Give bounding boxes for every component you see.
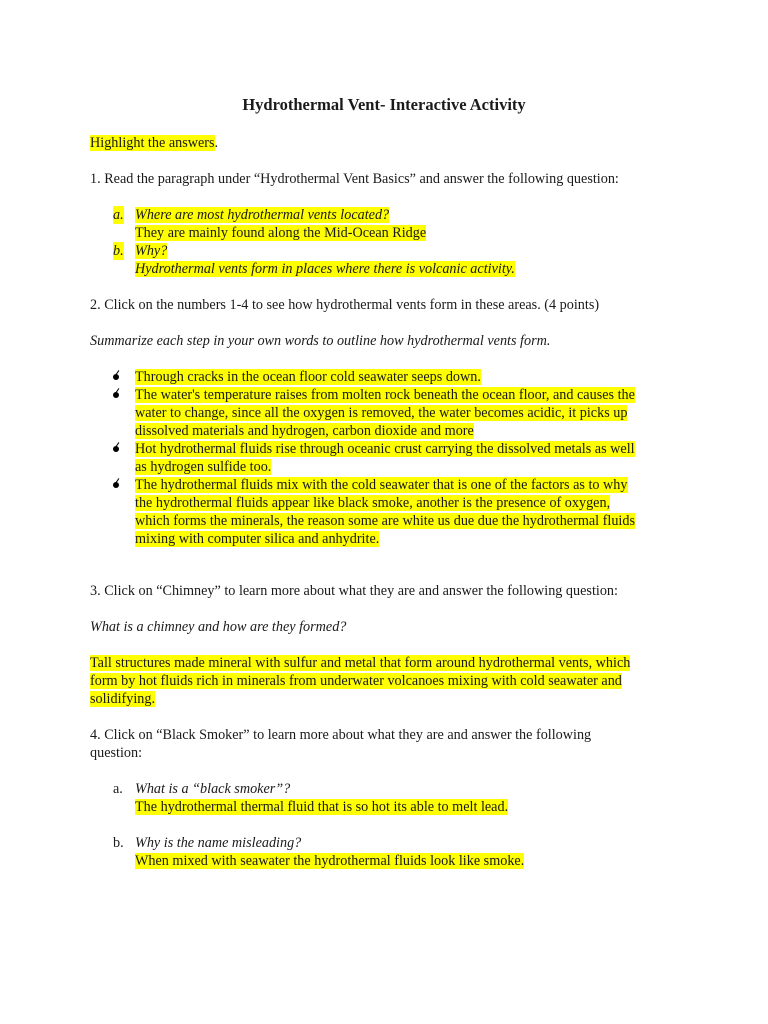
q4a-question: What is a “black smoker”? bbox=[135, 781, 291, 797]
q3-answer-line-3: solidifying. bbox=[90, 691, 156, 707]
q3-question: What is a chimney and how are they formed? bbox=[90, 619, 347, 635]
q2-bullet-4-line-1: The hydrothermal fluids mix with the cold seawater that is one of the factors as to why bbox=[135, 477, 628, 493]
q2-bullet-2-line-1: The water's temperature raises from molten rock beneath the ocean floor, and causes the bbox=[135, 387, 635, 403]
q2-bullet-3-line-2: as hydrogen sulfide too. bbox=[135, 459, 272, 475]
q2-bullet-3-line-1: Hot hydrothermal fluids rise through oceanic crust carrying the dissolved metals as well bbox=[135, 441, 635, 457]
instruction-line bbox=[90, 134, 218, 152]
q2-prompt: 2. Click on the numbers 1-4 to see how hydrothermal vents form in these areas. (4 points) bbox=[90, 297, 600, 313]
q1b-question: Why? bbox=[135, 243, 168, 259]
q2-bullet-2-line-2: water to change, since all the oxygen is removed, the water becomes acidic, it picks up bbox=[135, 405, 628, 421]
document-title: Hydrothermal Vent- Interactive Activity bbox=[242, 95, 526, 114]
q1b-marker: b. bbox=[113, 243, 124, 259]
q2-bullet-2-line-3: dissolved materials and hydrogen, carbon dioxide and more bbox=[135, 423, 474, 439]
instruction-text: Highlight the answers bbox=[90, 135, 215, 151]
q2-bullet-1-line-1: Through cracks in the ocean floor cold seawater seeps down. bbox=[135, 369, 481, 385]
q4a-marker: a. bbox=[113, 781, 123, 797]
q2-bullet-4-line-2: the hydrothermal fluids appear like black smoke, another is the presence of oxygen, bbox=[135, 495, 611, 511]
q1a-marker: a. bbox=[113, 207, 124, 223]
q1a-answer: They are mainly found along the Mid-Ocean Ridge bbox=[135, 225, 427, 241]
q2-bullet-4-line-4: mixing with computer silica and anhydrite. bbox=[135, 531, 380, 547]
bullet-icon bbox=[112, 476, 122, 494]
bullet-icon bbox=[112, 386, 122, 404]
bullet-icon bbox=[112, 368, 122, 386]
q2-instruction: Summarize each step in your own words to outline how hydrothermal vents form. bbox=[90, 333, 551, 349]
q4b-marker: b. bbox=[113, 835, 124, 851]
q1-prompt: 1. Read the paragraph under “Hydrothermal Vent Basics” and answer the following question: bbox=[90, 171, 619, 187]
bullet-icon bbox=[112, 440, 122, 458]
q2-bullet-4-line-3: which forms the minerals, the reason some are white us due due the hydrothermal fluids bbox=[135, 513, 635, 529]
instruction-period: . bbox=[214, 135, 219, 151]
q3-answer-line-2: form by hot fluids rich in minerals from underwater volcanoes mixing with cold seawater and bbox=[90, 673, 622, 689]
q3-answer-line-1: Tall structures made mineral with sulfur and metal that form around hydrothermal vents, which bbox=[90, 655, 631, 671]
q4b-answer: When mixed with seawater the hydrothermal fluids look like smoke. bbox=[135, 853, 525, 869]
q4a-answer: The hydrothermal thermal fluid that is so hot its able to melt lead. bbox=[135, 799, 509, 815]
q4-prompt-line-2: question: bbox=[90, 745, 143, 761]
q1b-answer: Hydrothermal vents form in places where there is volcanic activity. bbox=[135, 261, 515, 277]
q4-prompt-line-1: 4. Click on “Black Smoker” to learn more about what they are and answer the following bbox=[90, 727, 592, 743]
q4b-question: Why is the name misleading? bbox=[135, 835, 302, 851]
q1a-question: Where are most hydrothermal vents located? bbox=[135, 207, 390, 223]
q3-prompt: 3. Click on “Chimney” to learn more about what they are and answer the following question: bbox=[90, 583, 618, 599]
